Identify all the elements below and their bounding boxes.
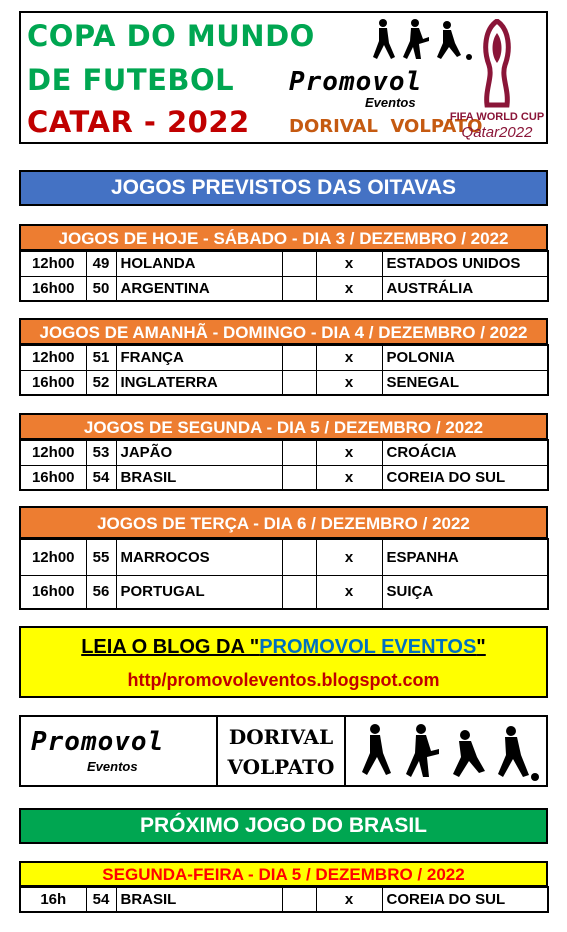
- home-team: PORTUGAL: [116, 575, 282, 609]
- fifa-label: FIFA WORLD CUP: [449, 111, 545, 123]
- home-team: INGLATERRA: [116, 370, 282, 395]
- table-row: [20, 370, 548, 395]
- game-number: 55: [86, 539, 116, 575]
- day-title: JOGOS DE AMANHÃ - DOMINGO - DIA 4 / DEZEMBRO / 2022: [19, 318, 548, 345]
- home-team: MARROCOS: [116, 539, 282, 575]
- qatar-label: Qatar2022: [461, 124, 533, 141]
- game-time: 16h00: [20, 575, 86, 609]
- table-row: [20, 465, 548, 490]
- away-team: ESTADOS UNIDOS: [382, 251, 548, 276]
- table-row: [20, 539, 548, 575]
- title-line-2: DE FUTEBOL: [27, 63, 235, 97]
- game-time: 12h00: [20, 345, 86, 370]
- home-score: [282, 887, 316, 912]
- organizer-last-name: VOLPATO: [227, 755, 335, 779]
- home-team: BRASIL: [116, 465, 282, 490]
- games-table: [19, 439, 549, 491]
- away-team: POLONIA: [382, 345, 548, 370]
- day-title: JOGOS DE HOJE - SÁBADO - DIA 3 / DEZEMBRO / 2022: [19, 224, 548, 251]
- games-table: [19, 250, 549, 302]
- promovol-logo: Promovol Eventos: [289, 67, 423, 110]
- table-row: [20, 276, 548, 301]
- next-game-date: SEGUNDA-FEIRA - DIA 5 / DEZEMBRO / 2022: [19, 861, 548, 887]
- away-team: COREIA DO SUL: [382, 465, 548, 490]
- home-score: [282, 251, 316, 276]
- versus: x: [316, 465, 382, 490]
- day-title: JOGOS DE TERÇA - DIA 6 / DEZEMBRO / 2022: [19, 506, 548, 539]
- title-line-1: COPA DO MUNDO: [27, 19, 315, 53]
- table-row: [20, 575, 548, 609]
- game-number: 54: [86, 465, 116, 490]
- home-team: HOLANDA: [116, 251, 282, 276]
- home-team: ARGENTINA: [116, 276, 282, 301]
- world-cup-emblem: [479, 19, 515, 109]
- title-line-3: CATAR - 2022: [27, 105, 250, 139]
- game-time: 16h00: [20, 276, 86, 301]
- next-game-table: [19, 886, 549, 913]
- home-score: [282, 440, 316, 465]
- home-team: JAPÃO: [116, 440, 282, 465]
- game-time: 12h00: [20, 539, 86, 575]
- home-score: [282, 345, 316, 370]
- games-table: [19, 538, 549, 610]
- day-title: JOGOS DE SEGUNDA - DIA 5 / DEZEMBRO / 2022: [19, 413, 548, 440]
- game-number: 50: [86, 276, 116, 301]
- blog-banner: [19, 626, 548, 698]
- versus: x: [316, 575, 382, 609]
- away-team: AUSTRÁLIA: [382, 276, 548, 301]
- header-banner: [19, 11, 548, 144]
- versus: x: [316, 370, 382, 395]
- game-number: 53: [86, 440, 116, 465]
- game-number: 49: [86, 251, 116, 276]
- games-table: [19, 344, 549, 396]
- home-score: [282, 465, 316, 490]
- table-row: [20, 887, 548, 912]
- sponsor-banner: [19, 715, 548, 787]
- versus: x: [316, 539, 382, 575]
- section-title: JOGOS PREVISTOS DAS OITAVAS: [19, 170, 548, 206]
- table-row: [20, 251, 548, 276]
- table-row: [20, 345, 548, 370]
- blog-heading: LEIA O BLOG DA "PROMOVOL EVENTOS": [81, 636, 486, 658]
- table-row: [20, 440, 548, 465]
- game-time: 16h: [20, 887, 86, 912]
- organizer-first-name: DORIVAL: [228, 725, 334, 749]
- game-number: 52: [86, 370, 116, 395]
- away-team: SENEGAL: [382, 370, 548, 395]
- versus: x: [316, 440, 382, 465]
- game-time: 12h00: [20, 440, 86, 465]
- players-illustration: [353, 721, 543, 783]
- game-number: 51: [86, 345, 116, 370]
- organizer-name: DORIVAL VOLPATO: [289, 116, 483, 137]
- game-number: 54: [86, 887, 116, 912]
- game-number: 56: [86, 575, 116, 609]
- versus: x: [316, 276, 382, 301]
- next-game-title: PRÓXIMO JOGO DO BRASIL: [19, 808, 548, 844]
- versus: x: [316, 887, 382, 912]
- blog-link[interactable]: http/promovoleventos.blogspot.com: [127, 670, 440, 690]
- players-illustration: [369, 17, 479, 65]
- home-score: [282, 370, 316, 395]
- versus: x: [316, 251, 382, 276]
- game-time: 12h00: [20, 251, 86, 276]
- home-score: [282, 276, 316, 301]
- game-time: 16h00: [20, 465, 86, 490]
- home-score: [282, 539, 316, 575]
- home-team: BRASIL: [116, 887, 282, 912]
- away-team: COREIA DO SUL: [382, 887, 548, 912]
- organizer-block: [218, 717, 346, 785]
- game-time: 16h00: [20, 370, 86, 395]
- away-team: SUIÇA: [382, 575, 548, 609]
- promovol-logo: Promovol Eventos: [21, 717, 218, 785]
- home-score: [282, 575, 316, 609]
- versus: x: [316, 345, 382, 370]
- away-team: CROÁCIA: [382, 440, 548, 465]
- away-team: ESPANHA: [382, 539, 548, 575]
- home-team: FRANÇA: [116, 345, 282, 370]
